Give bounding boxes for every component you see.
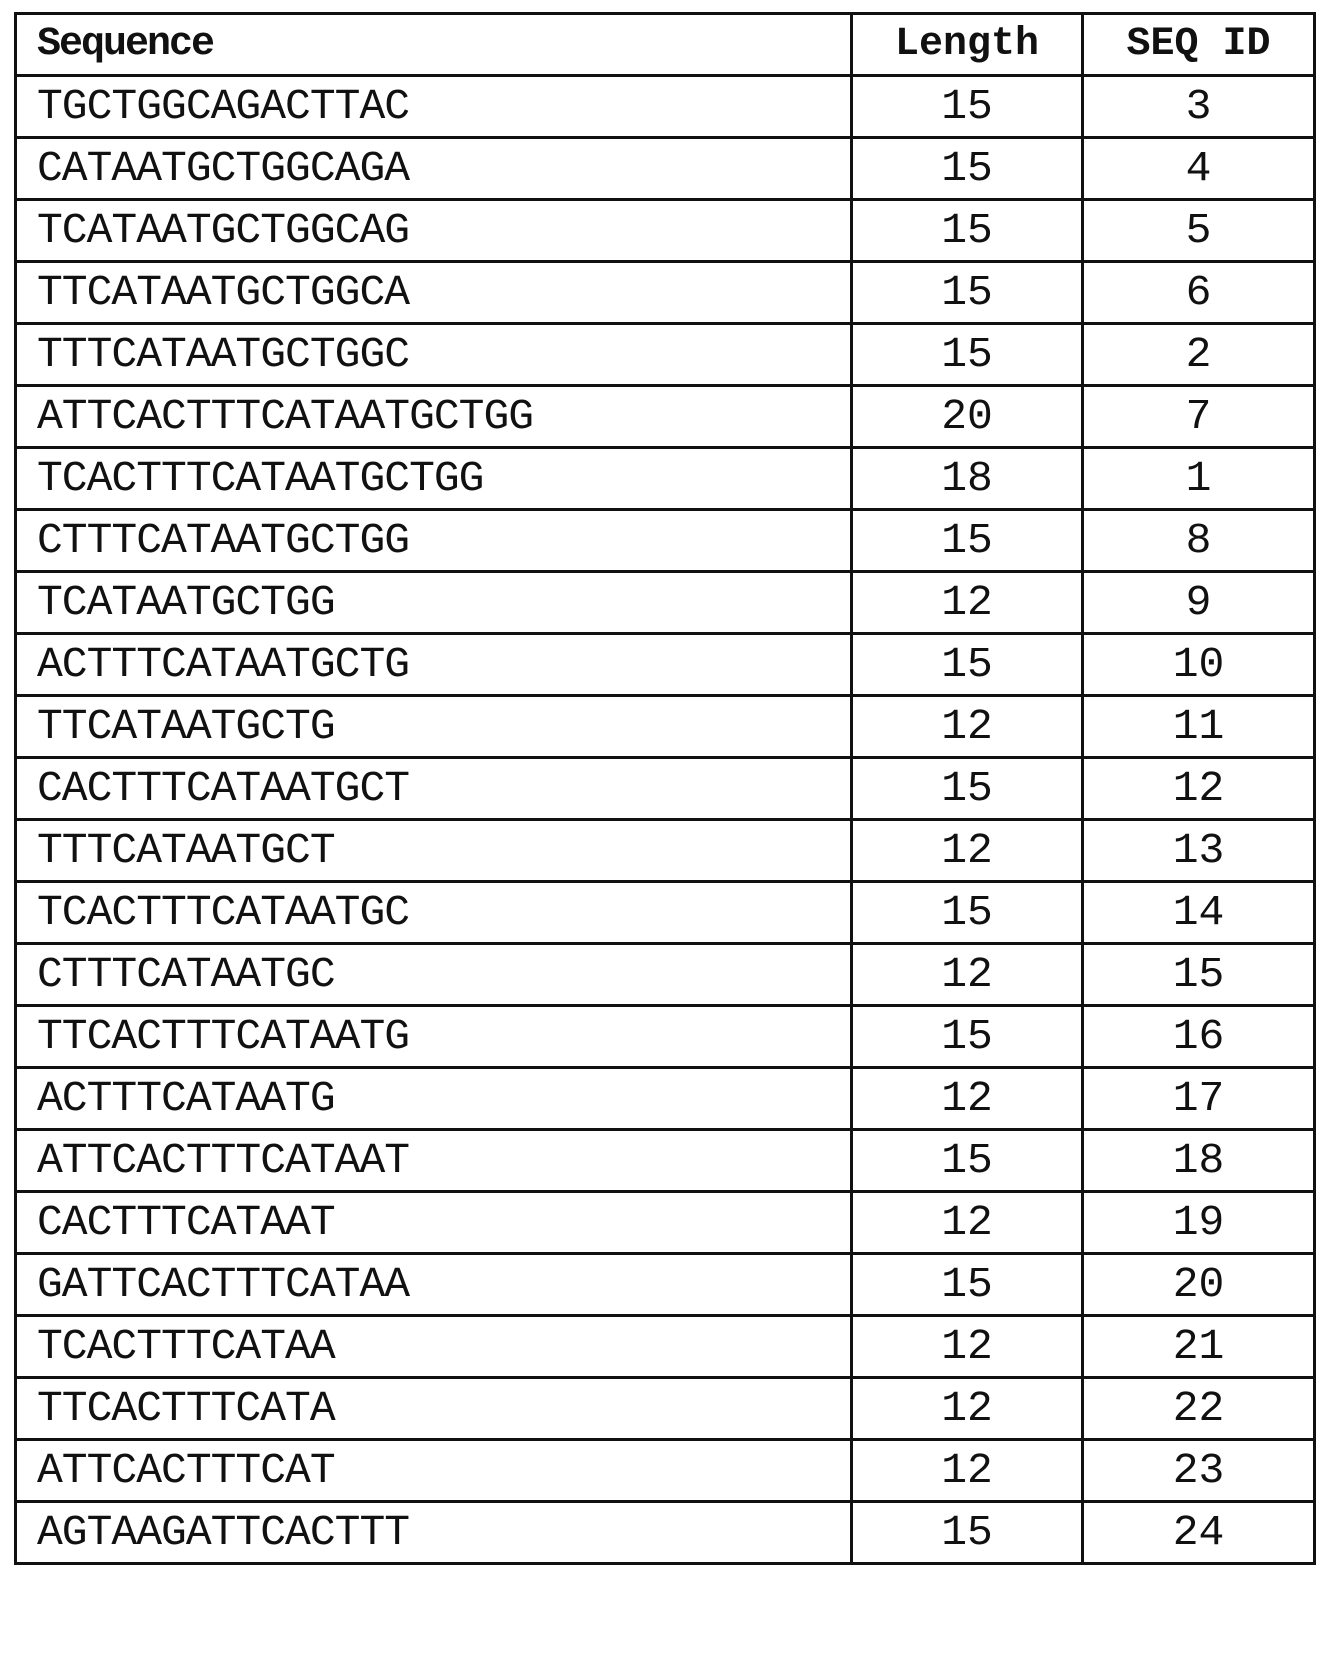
sequence-cell: ATTCACTTTCAT — [16, 1440, 852, 1502]
sequence-cell: TTCACTTTCATAATG — [16, 1006, 852, 1068]
seq-id-cell: 16 — [1083, 1006, 1315, 1068]
table-row — [16, 820, 1315, 882]
length-cell: 15 — [852, 1130, 1083, 1192]
sequence-cell: TCATAATGCTGG — [16, 572, 852, 634]
length-cell: 15 — [852, 76, 1083, 138]
length-cell: 12 — [852, 1068, 1083, 1130]
length-cell: 15 — [852, 634, 1083, 696]
seq-id-cell: 6 — [1083, 262, 1315, 324]
sequence-cell: TCATAATGCTGGCAG — [16, 200, 852, 262]
length-cell: 12 — [852, 696, 1083, 758]
length-cell: 15 — [852, 324, 1083, 386]
table-row — [16, 324, 1315, 386]
seq-id-cell: 24 — [1083, 1502, 1315, 1564]
seq-id-cell: 5 — [1083, 200, 1315, 262]
sequence-cell: CACTTTCATAAT — [16, 1192, 852, 1254]
sequence-cell: CATAATGCTGGCAGA — [16, 138, 852, 200]
seq-id-cell: 20 — [1083, 1254, 1315, 1316]
seq-id-cell: 11 — [1083, 696, 1315, 758]
table-row — [16, 1502, 1315, 1564]
table-row — [16, 634, 1315, 696]
seq-id-cell: 12 — [1083, 758, 1315, 820]
table-row — [16, 1006, 1315, 1068]
length-cell: 15 — [852, 262, 1083, 324]
length-cell: 12 — [852, 572, 1083, 634]
seq-id-cell: 19 — [1083, 1192, 1315, 1254]
length-cell: 18 — [852, 448, 1083, 510]
seq-id-cell: 14 — [1083, 882, 1315, 944]
table-row — [16, 944, 1315, 1006]
sequence-cell: ATTCACTTTCATAATGCTGG — [16, 386, 852, 448]
length-cell: 20 — [852, 386, 1083, 448]
table-row — [16, 1068, 1315, 1130]
length-cell: 12 — [852, 1316, 1083, 1378]
seq-id-cell: 13 — [1083, 820, 1315, 882]
table-row — [16, 262, 1315, 324]
table-header-row — [16, 14, 1315, 76]
seq-id-cell: 1 — [1083, 448, 1315, 510]
table-row — [16, 138, 1315, 200]
seq-id-cell: 21 — [1083, 1316, 1315, 1378]
seq-id-cell: 10 — [1083, 634, 1315, 696]
table-row — [16, 448, 1315, 510]
seq-id-cell: 8 — [1083, 510, 1315, 572]
sequence-cell: TTTCATAATGCTGGC — [16, 324, 852, 386]
header-length: Length — [852, 14, 1083, 76]
sequence-cell: TTTCATAATGCT — [16, 820, 852, 882]
seq-id-cell: 15 — [1083, 944, 1315, 1006]
table-row — [16, 1254, 1315, 1316]
header-seq-id: SEQ ID — [1083, 14, 1315, 76]
sequence-cell: CTTTCATAATGCTGG — [16, 510, 852, 572]
length-cell: 12 — [852, 1440, 1083, 1502]
table-row — [16, 572, 1315, 634]
sequence-cell: TTCATAATGCTG — [16, 696, 852, 758]
length-cell: 12 — [852, 944, 1083, 1006]
table-row — [16, 1378, 1315, 1440]
sequence-cell: TCACTTTCATAATGC — [16, 882, 852, 944]
table-row — [16, 386, 1315, 448]
sequence-cell: ACTTTCATAATG — [16, 1068, 852, 1130]
sequence-cell: GATTCACTTTCATAA — [16, 1254, 852, 1316]
sequence-cell: AGTAAGATTCACTTT — [16, 1502, 852, 1564]
length-cell: 15 — [852, 1006, 1083, 1068]
sequence-cell: TCACTTTCATAA — [16, 1316, 852, 1378]
length-cell: 15 — [852, 510, 1083, 572]
seq-id-cell: 9 — [1083, 572, 1315, 634]
sequence-cell: ATTCACTTTCATAAT — [16, 1130, 852, 1192]
seq-id-cell: 4 — [1083, 138, 1315, 200]
table-row — [16, 200, 1315, 262]
length-cell: 15 — [852, 138, 1083, 200]
seq-id-cell: 18 — [1083, 1130, 1315, 1192]
sequence-cell: TCACTTTCATAATGCTGG — [16, 448, 852, 510]
length-cell: 15 — [852, 1254, 1083, 1316]
table-row — [16, 1130, 1315, 1192]
length-cell: 12 — [852, 1192, 1083, 1254]
sequence-cell: CACTTTCATAATGCT — [16, 758, 852, 820]
seq-id-cell: 22 — [1083, 1378, 1315, 1440]
table-row — [16, 76, 1315, 138]
table-row — [16, 1316, 1315, 1378]
table-row — [16, 758, 1315, 820]
table-row — [16, 510, 1315, 572]
sequence-cell: TGCTGGCAGACTTAC — [16, 76, 852, 138]
length-cell: 12 — [852, 1378, 1083, 1440]
table-row — [16, 696, 1315, 758]
length-cell: 15 — [852, 1502, 1083, 1564]
length-cell: 15 — [852, 882, 1083, 944]
table-row — [16, 882, 1315, 944]
length-cell: 12 — [852, 820, 1083, 882]
sequence-cell: TTCATAATGCTGGCA — [16, 262, 852, 324]
table-row — [16, 1440, 1315, 1502]
seq-id-cell: 2 — [1083, 324, 1315, 386]
table-row — [16, 1192, 1315, 1254]
header-sequence: Sequence — [16, 14, 852, 76]
length-cell: 15 — [852, 200, 1083, 262]
sequence-cell: CTTTCATAATGC — [16, 944, 852, 1006]
sequence-cell: ACTTTCATAATGCTG — [16, 634, 852, 696]
seq-id-cell: 3 — [1083, 76, 1315, 138]
length-cell: 15 — [852, 758, 1083, 820]
seq-id-cell: 23 — [1083, 1440, 1315, 1502]
seq-id-cell: 17 — [1083, 1068, 1315, 1130]
seq-id-cell: 7 — [1083, 386, 1315, 448]
sequence-table — [14, 12, 1316, 1565]
sequence-cell: TTCACTTTCATA — [16, 1378, 852, 1440]
